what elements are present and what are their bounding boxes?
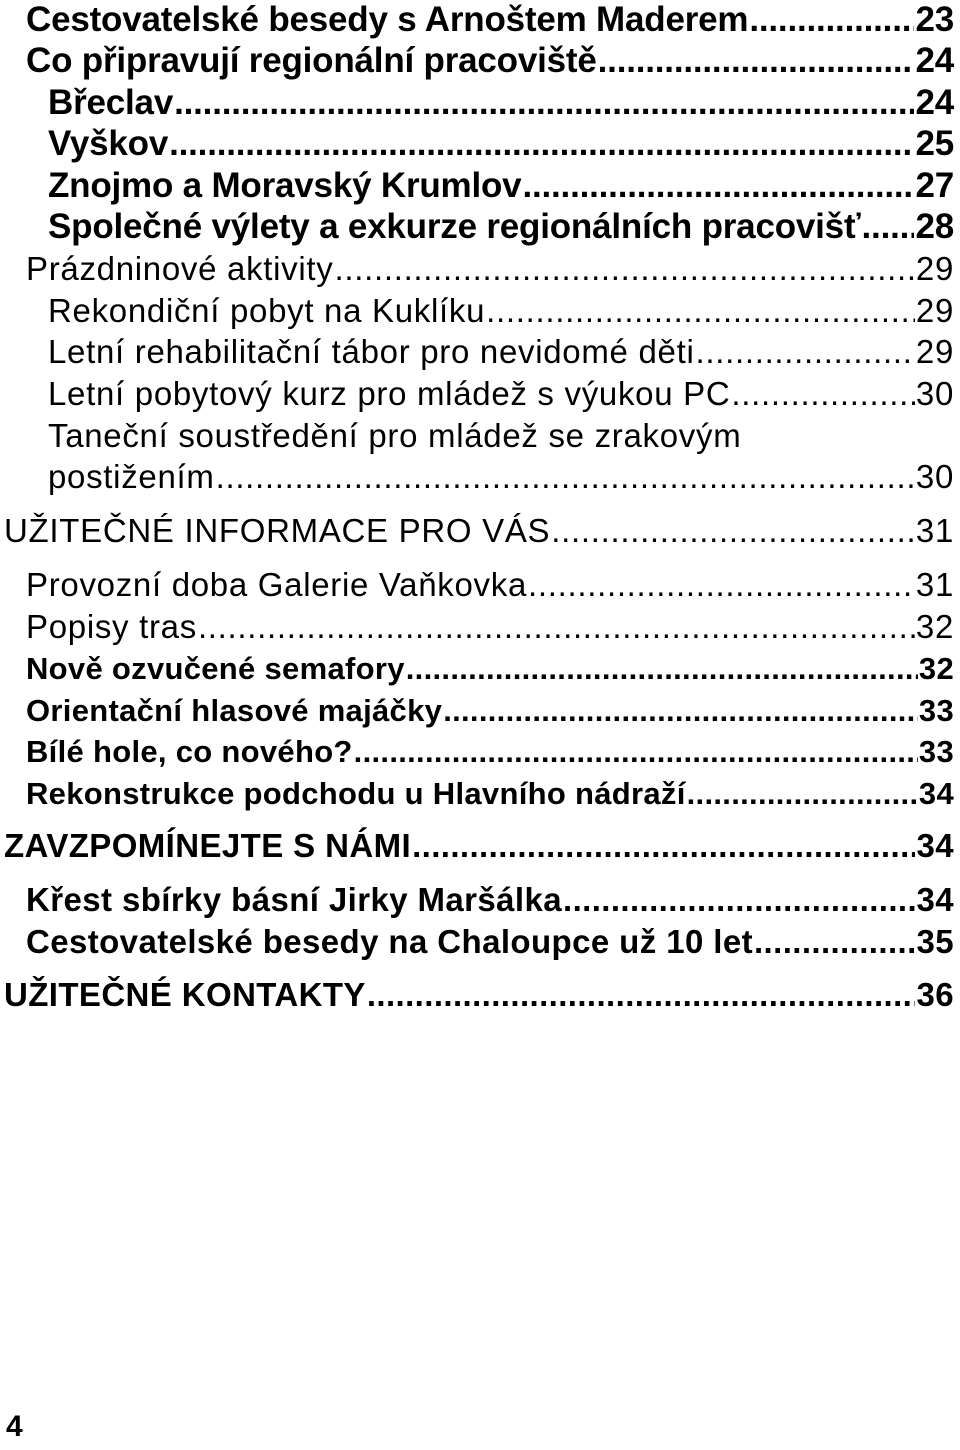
- toc-entry[interactable]: [48, 449, 954, 493]
- toc-leader-dots: [695, 335, 914, 368]
- toc-entry-page: 34: [916, 881, 954, 918]
- toc-entry-title: UŽITEČNÉ KONTAKTY: [4, 976, 366, 1013]
- toc-entry[interactable]: [26, 241, 954, 285]
- toc-entry-title: postižením: [48, 458, 215, 495]
- toc-leader-dots: [687, 778, 918, 809]
- toc-entry[interactable]: [48, 283, 954, 327]
- toc-entry[interactable]: [26, 872, 954, 916]
- toc-entry[interactable]: [48, 76, 954, 120]
- toc-entry[interactable]: [48, 159, 954, 203]
- toc-entry[interactable]: [26, 914, 954, 958]
- toc-entry-page: 30: [915, 375, 954, 412]
- toc-leader-dots: [198, 610, 915, 643]
- toc-leader-dots: [551, 514, 915, 547]
- toc-entry-page: 35: [916, 923, 954, 960]
- toc-leader-dots: [598, 43, 915, 78]
- toc-entry-page: 23: [915, 0, 954, 39]
- toc-entry[interactable]: [26, 34, 954, 78]
- toc-entry-page: 32: [918, 651, 954, 686]
- toc-leader-dots: [412, 829, 915, 862]
- toc-entry-page: 25: [915, 124, 954, 163]
- toc-entry[interactable]: [4, 503, 954, 547]
- toc-leader-dots: [731, 377, 915, 410]
- toc-entry-title: Cestovatelské besedy na Chaloupce už 10 let: [26, 923, 753, 960]
- toc-leader-dots: [367, 978, 916, 1011]
- toc-entry[interactable]: [26, 682, 954, 726]
- toc-entry-title: Křest sbírky básní Jirky Maršálka: [26, 881, 562, 918]
- toc-entry-title: Taneční soustředění pro mládež se zrakovým: [48, 417, 742, 454]
- toc-leader-dots: [174, 85, 914, 120]
- toc-leader-dots: [522, 168, 914, 203]
- toc-leader-dots: [754, 925, 916, 958]
- toc-entry-page: 34: [918, 776, 954, 811]
- toc-leader-dots: [443, 695, 918, 726]
- toc-entry[interactable]: [26, 557, 954, 601]
- toc-entry-title: ZAVZPOMÍNEJTE S NÁMI: [4, 827, 412, 864]
- toc-entry-page: 36: [916, 976, 954, 1013]
- toc-leader-dots: [216, 460, 915, 493]
- toc-leader-dots: [528, 568, 915, 601]
- toc-entry[interactable]: [48, 366, 954, 410]
- toc-entry-title: Co připravují regionální pracoviště: [26, 41, 597, 80]
- toc-entry-title: Vyškov: [48, 124, 169, 163]
- toc-leader-dots: [334, 252, 914, 285]
- toc-entry-title: Společné výlety a exkurze regionálních pracovišť: [48, 207, 861, 246]
- toc-entry-page: 29: [915, 250, 954, 287]
- toc-entry-title: UŽITEČNÉ INFORMACE PRO VÁS: [4, 512, 551, 549]
- toc-leader-dots: [749, 2, 914, 37]
- toc-leader-dots: [354, 736, 918, 767]
- toc-entry-page: 29: [915, 333, 954, 370]
- toc-entry-title: Cestovatelské besedy s Arnoštem Maderem: [26, 0, 749, 39]
- toc-entry-title: Rekonstrukce podchodu u Hlavního nádraží: [26, 776, 686, 811]
- toc-leader-dots: [563, 883, 915, 916]
- toc-entry-page: 33: [918, 693, 954, 728]
- toc-entry-page: 33: [918, 734, 954, 769]
- toc-entry-page: 34: [916, 827, 954, 864]
- toc-entry-title: Letní rehabilitační tábor pro nevidomé děti: [48, 333, 695, 370]
- toc-entry-title: Nově ozvučené semafory: [26, 651, 405, 686]
- toc-entry-page: 29: [915, 292, 954, 329]
- toc-entry[interactable]: [26, 765, 954, 809]
- toc-entry-page: 30: [915, 458, 954, 495]
- toc-entry[interactable]: [48, 408, 954, 452]
- toc-entry-title: Letní pobytový kurz pro mládež s výukou PC: [48, 375, 731, 412]
- toc-entry-page: 24: [915, 83, 954, 122]
- toc-entry[interactable]: [48, 200, 954, 244]
- toc-entry[interactable]: [26, 723, 954, 767]
- toc-entry-page: 31: [915, 512, 954, 549]
- toc-entry-page: 27: [915, 166, 954, 205]
- page-number: 4: [6, 1410, 23, 1443]
- toc-entry[interactable]: [4, 818, 954, 862]
- toc-entry-title: Provozní doba Galerie Vaňkovka: [26, 566, 527, 603]
- toc-entry[interactable]: [48, 117, 954, 161]
- toc-leader-dots: [406, 653, 918, 684]
- toc-entry-page: 24: [915, 41, 954, 80]
- toc-entry-title: Popisy tras: [26, 608, 197, 645]
- toc-entry[interactable]: [26, 640, 954, 684]
- toc-entry-title: Břeclav: [48, 83, 174, 122]
- toc-entry-title: Prázdninové aktivity: [26, 250, 334, 287]
- toc-leader-dots: [862, 209, 915, 244]
- toc-entry-title: Orientační hlasové majáčky: [26, 693, 443, 728]
- toc-entry[interactable]: [26, 599, 954, 643]
- toc-entry[interactable]: [26, 0, 954, 37]
- toc-entry-title: Znojmo a Moravský Krumlov: [48, 166, 522, 205]
- toc-entry-page: 31: [915, 566, 954, 603]
- toc-entry-title: Bílé hole, co nového?: [26, 734, 353, 769]
- toc-entry[interactable]: [48, 324, 954, 368]
- toc-leader-dots: [486, 294, 915, 327]
- toc-entry-title: Rekondiční pobyt na Kuklíku: [48, 292, 486, 329]
- toc-entry[interactable]: [4, 967, 954, 1011]
- toc-entry-page: 28: [915, 207, 954, 246]
- toc-leader-dots: [169, 126, 914, 161]
- toc-entry-page: 32: [915, 608, 954, 645]
